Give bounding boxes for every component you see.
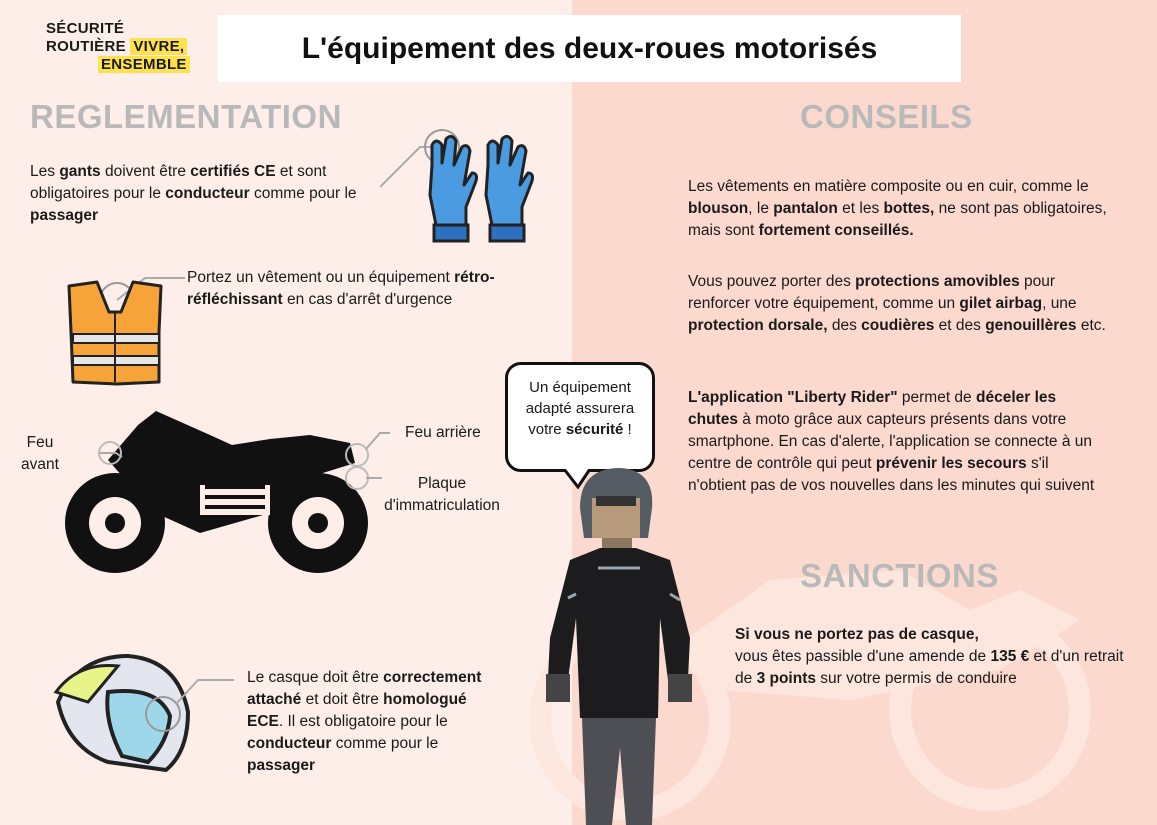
gants-text: Les gants doivent être certifiés CE et sont obligatoires pour le conducteur comme pour le passager <box>30 163 357 224</box>
logo-line-2b: VIVRE, <box>130 38 187 55</box>
logo-line-1: SÉCURITÉ <box>46 20 125 37</box>
sanctions-heading: SANCTIONS <box>800 557 999 594</box>
gloves-icon <box>380 125 550 250</box>
conseils-paragraph-1: Les vêtements en matière composite ou en cuir, comme le blouson, le pantalon et les bottes, ne sont pas obligatoires, mais sont fortement conseillés. <box>688 178 1107 239</box>
page-title: L'équipement des deux-roues motorisés <box>301 31 878 65</box>
rider-character-illustration <box>540 468 720 825</box>
label-plaque: Plaque d'immatriculation <box>384 475 500 514</box>
reglementation-heading: REGLEMENTATION <box>30 98 342 135</box>
logo-line-3: ENSEMBLE <box>98 56 190 73</box>
helmet-icon <box>48 652 238 777</box>
conseils-paragraph-3: L'application "Liberty Rider" permet de déceler les chutes à moto grâce aux capteurs présents dans votre smartphone. En cas d'alerte, l'application se connecte à un centre de contrôle qui peut prévenir les secours s'il n'obtient pas de vos nouvelles dans les minutes qui suivent <box>688 389 1095 494</box>
title-box <box>218 15 961 82</box>
vest-text: Portez un vêtement ou un équipement rétro-réfléchissant en cas d'arrêt d'urgence <box>187 269 495 308</box>
conseils-heading: CONSEILS <box>800 98 973 135</box>
securite-routiere-logo <box>46 20 190 74</box>
speech-bubble: Un équipement adapté assurera votre sécurité ! <box>505 362 655 472</box>
label-feu-arriere: Feu arrière <box>405 424 481 441</box>
helmet-text: Le casque doit être correctement attaché et doit être homologué ECE. Il est obligatoire pour le conducteur comme pour le passager <box>247 669 482 774</box>
logo-line-2a: ROUTIÈRE <box>46 38 126 55</box>
label-feu-avant: Feu avant <box>21 434 59 473</box>
conseils-paragraph-2: Vous pouvez porter des protections amovibles pour renforcer votre équipement, comme un gilet airbag, une protection dorsale, des coudières et des genouillères etc. <box>688 273 1106 334</box>
reflective-vest-icon <box>55 272 190 387</box>
motorbike-icon <box>60 405 390 575</box>
sanctions-text: Si vous ne portez pas de casque, vous êtes passible d'une amende de 135 € et d'un retrait de 3 points sur votre permis de conduire <box>735 626 1124 687</box>
